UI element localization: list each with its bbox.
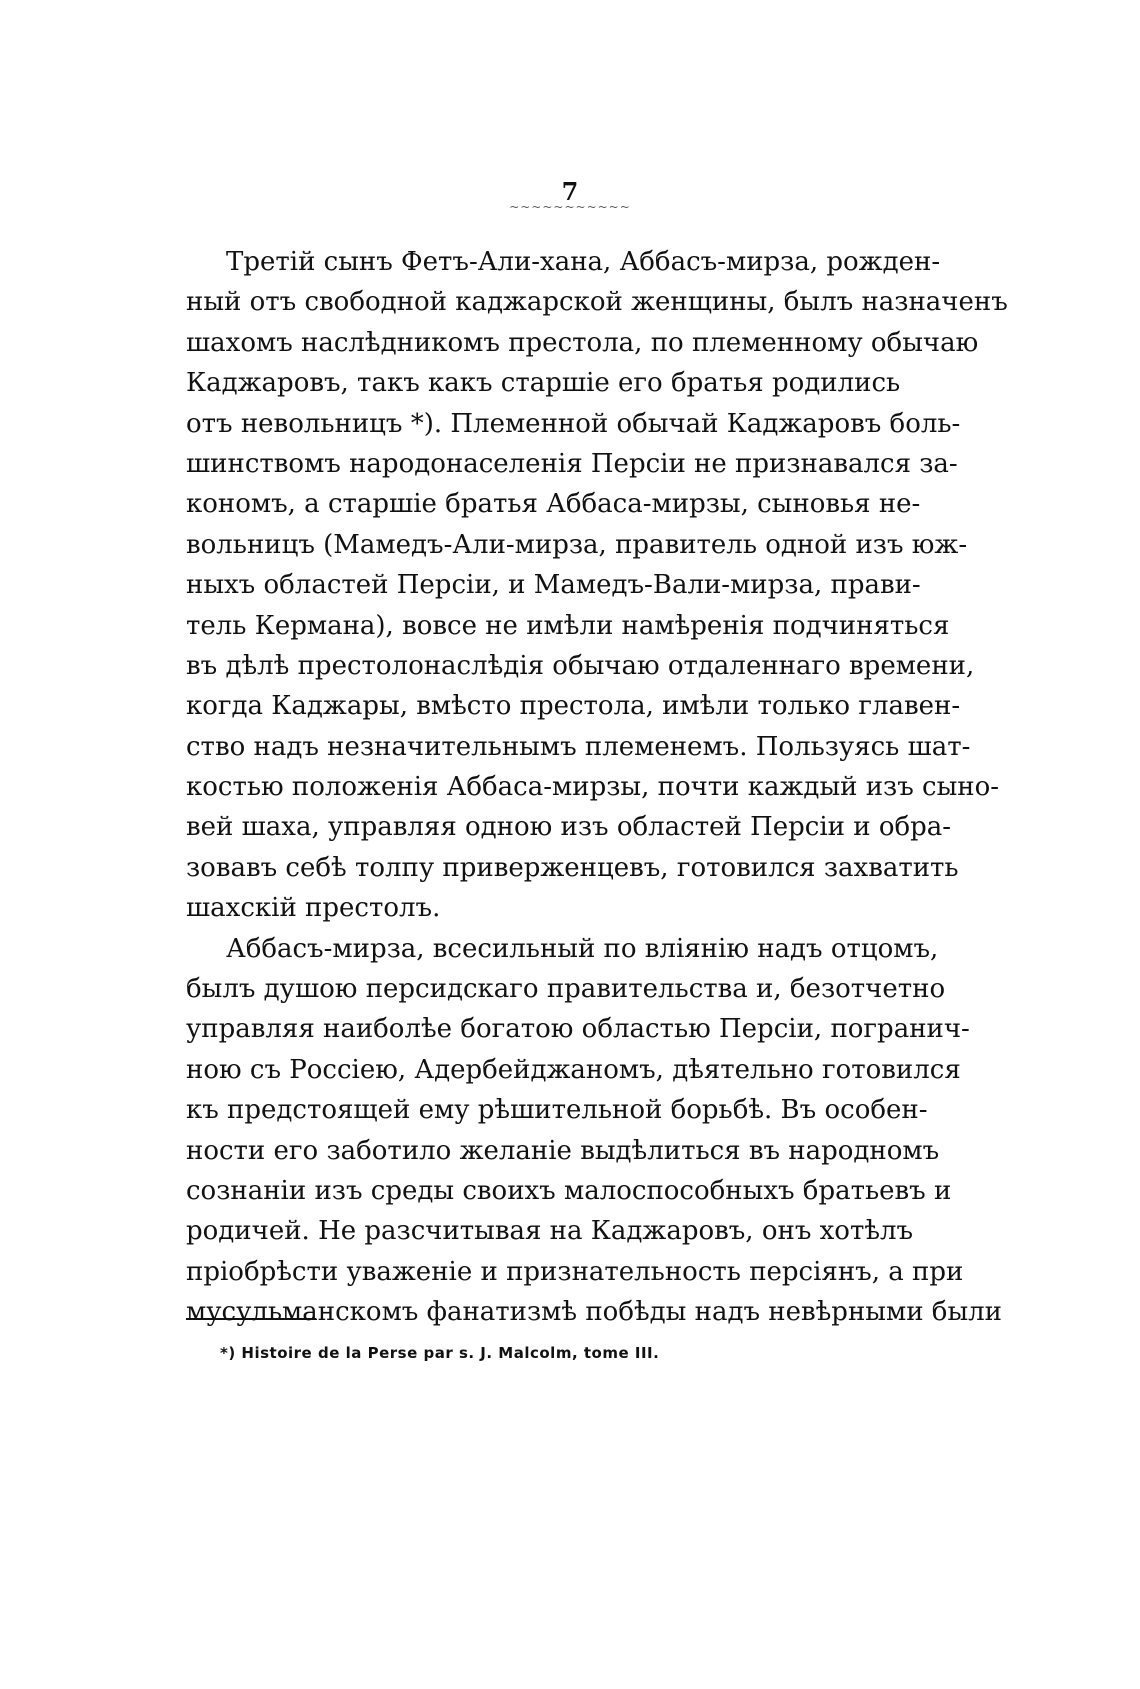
- text-line: шахомъ наслѣдникомъ престола, по племенному обычаю: [186, 327, 979, 358]
- page-number: 7: [561, 177, 579, 206]
- text-line: къ предстоящей ему рѣшительной борьбѣ. Въ особен-: [186, 1095, 928, 1126]
- text-line: ный отъ свободной каджарской женщины, былъ назначенъ: [186, 287, 1008, 318]
- text-line: пріобрѣсти уваженіе и признательность персіянъ, а при: [186, 1256, 964, 1287]
- text-line: когда Каджары, вмѣсто престола, имѣли только главен-: [186, 691, 961, 722]
- text-line: шахскій престолъ.: [186, 893, 441, 924]
- text-line: вольницъ (Мамедъ-Али-мирза, правитель одной изъ юж-: [186, 529, 968, 560]
- text-line: родичей. Не разсчитывая на Каджаровъ, онъ хотѣлъ: [186, 1216, 914, 1247]
- header-ornament: ~~~~~~~~~~~: [509, 200, 631, 214]
- text-line: ною съ Россіею, Адербейджаномъ, дѣятельно готовился: [186, 1054, 961, 1085]
- text-line: управляя наиболѣе богатою областью Персіи, погранич-: [186, 1014, 970, 1045]
- text-line: Аббасъ-мирза, всесильный по вліянію надъ отцомъ,: [226, 933, 939, 964]
- paragraph-1: [186, 242, 1008, 929]
- text-line: въ дѣлѣ престолонаслѣдія обычаю отдаленнаго времени,: [186, 650, 975, 681]
- text-line: Каджаровъ, такъ какъ старшіе его братья родились: [186, 368, 901, 399]
- text-line: былъ душою персидскаго правительства и, безотчетно: [186, 974, 946, 1005]
- text-line: мусульманскомъ фанатизмѣ побѣды надъ невѣрными были: [186, 1297, 1002, 1328]
- text-line: ныхъ областей Персіи, и Мамедъ-Вали-мирза, прави-: [186, 570, 921, 601]
- footnote-rule: [186, 1318, 316, 1320]
- text-line: вей шаха, управляя одною изъ областей Персіи и обра-: [186, 812, 952, 843]
- text-line: ство надъ незначительнымъ племенемъ. Пользуясь шат-: [186, 731, 971, 762]
- text-line: зовавъ себѣ толпу приверженцевъ, готовился захватить: [186, 852, 959, 883]
- text-line: шинствомъ народонаселенія Персіи не признавался за-: [186, 448, 958, 479]
- text-line: костью положенія Аббаса-мирзы, почти каждый изъ сыно-: [186, 772, 1000, 803]
- text-line: сознаніи изъ среды своихъ малоспособныхъ братьевъ и: [186, 1175, 952, 1206]
- paragraph-2: [186, 929, 1002, 1333]
- text-line: тель Кермана), вовсе не имѣли намѣренія подчиняться: [186, 610, 950, 641]
- text-line: кономъ, а старшіе братья Аббаса-мирзы, сыновья не-: [186, 489, 921, 520]
- body-text: [186, 242, 1008, 1333]
- text-line: ности его заботило желаніе выдѣлиться въ народномъ: [186, 1135, 940, 1166]
- footnote: *) Histoire de la Perse par s. J. Malcolm, tome III.: [220, 1344, 660, 1362]
- text-line: отъ невольницъ *). Племенной обычай Каджаровъ боль-: [186, 408, 961, 439]
- text-line: Третій сынъ Фетъ-Али-хана, Аббасъ-мирза, рожден-: [226, 247, 941, 277]
